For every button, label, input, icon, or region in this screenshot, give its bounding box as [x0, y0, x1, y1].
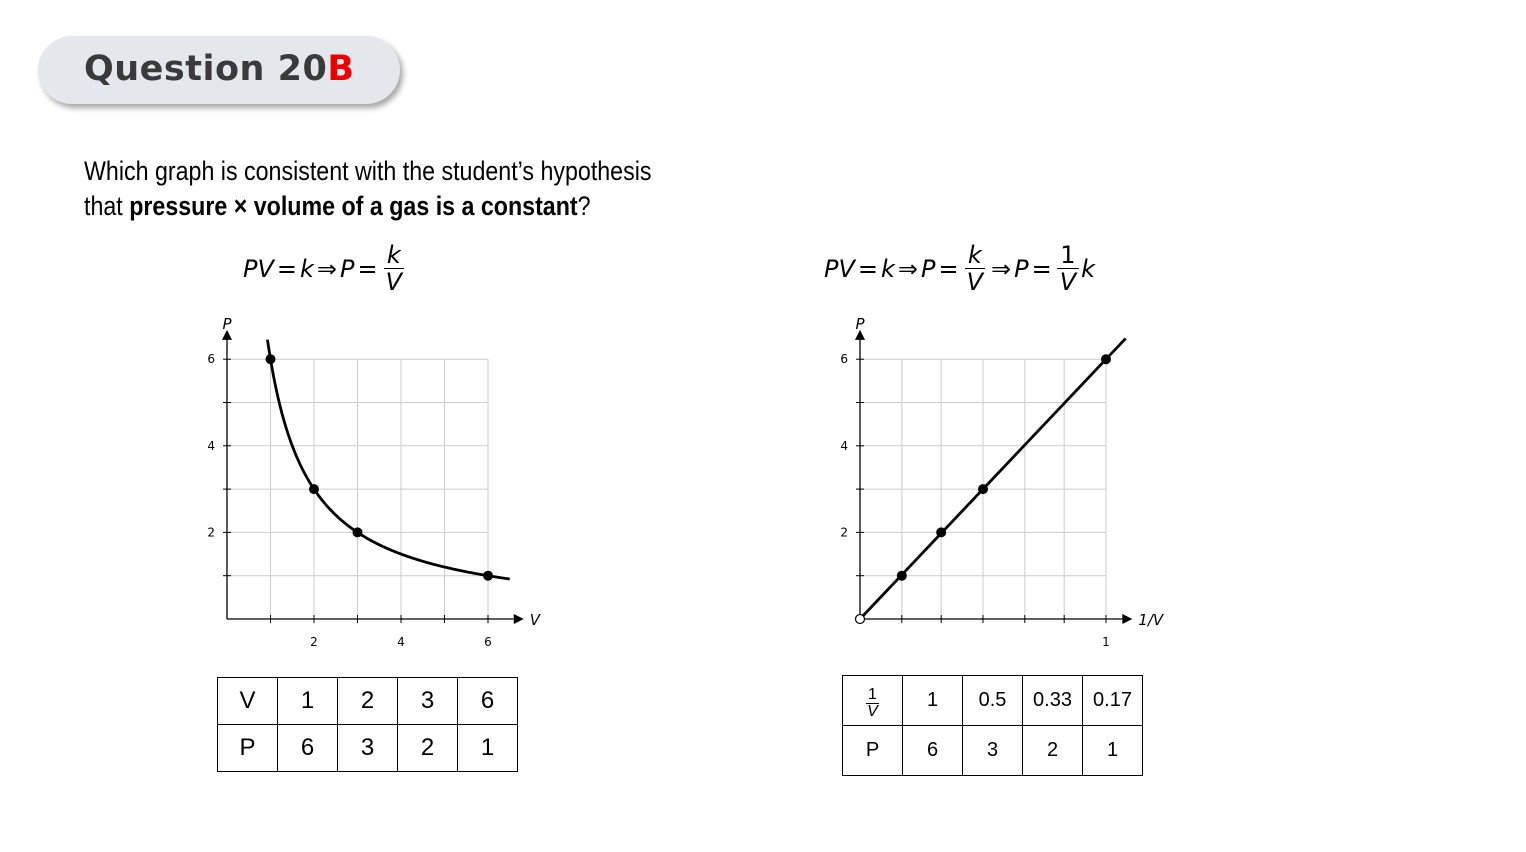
- y-tick-label: 2: [840, 525, 848, 540]
- question-letter: B: [327, 49, 355, 89]
- eq-right-implies-icon: ⇒: [897, 254, 919, 283]
- table-cell: 3: [338, 725, 398, 772]
- eq-left-equals-2: =: [357, 254, 378, 283]
- y-tick-label: 6: [207, 352, 215, 367]
- eq-left-fraction: [383, 242, 405, 295]
- question-emphasis: pressure × volume of a gas is a constant: [129, 191, 578, 221]
- data-point: [309, 484, 319, 494]
- table-cell: 2: [398, 725, 458, 772]
- table-cell: 2: [338, 678, 398, 725]
- table-left: [217, 677, 518, 772]
- x-axis-arrow-icon: [514, 614, 524, 624]
- eq-left-p: P: [340, 254, 355, 283]
- inverse-v-fraction: [866, 687, 879, 720]
- eq-right-equals-2: =: [938, 254, 959, 283]
- table-cell: 1: [903, 676, 963, 726]
- x-tick-label: 1: [1102, 635, 1110, 649]
- y-tick-label: 4: [207, 438, 215, 453]
- table-cell: 1: [1083, 726, 1143, 776]
- eq-right-p-2: P: [1014, 254, 1029, 283]
- table-row: [843, 726, 1143, 776]
- data-point: [978, 484, 988, 494]
- data-point: [936, 527, 946, 537]
- y-axis-label: P: [855, 315, 865, 333]
- question-line-2-start: that: [84, 191, 130, 221]
- equation-right: [824, 242, 1095, 295]
- table-cell: 1: [458, 725, 518, 772]
- table-cell: 6: [903, 726, 963, 776]
- x-tick-label: 4: [397, 635, 405, 649]
- table-right: [842, 675, 1143, 776]
- table-cell: 2: [1023, 726, 1083, 776]
- x-tick-label: 6: [484, 635, 492, 649]
- table-cell: 3: [963, 726, 1023, 776]
- frac-num: 1: [868, 685, 877, 703]
- eq-left-frac-num: k: [384, 242, 404, 269]
- table-row: [218, 725, 518, 772]
- data-point: [353, 527, 363, 537]
- equation-left: [243, 242, 407, 295]
- x-axis-label: 1/V: [1138, 611, 1164, 629]
- eq-right-k: k: [881, 254, 895, 283]
- table-cell: V: [218, 678, 278, 725]
- eq-right-equals: =: [857, 254, 878, 283]
- data-point: [1101, 354, 1111, 364]
- eq-right-tail-k: k: [1081, 254, 1096, 283]
- chart-pressure-vs-inverse-volume: [828, 312, 1178, 657]
- frac-den: V: [867, 702, 878, 720]
- y-tick-label: 2: [207, 525, 215, 540]
- question-line-1: Which graph is consistent with the student’s hypothesis: [84, 156, 652, 186]
- question-badge: [38, 36, 400, 104]
- eq-right-implies-icon-2: ⇒: [991, 254, 1012, 283]
- origin-open-point: [856, 615, 865, 624]
- x-axis-arrow-icon: [1122, 614, 1132, 624]
- question-line-2-end: ?: [577, 191, 591, 221]
- eq-left-implies-icon: ⇒: [316, 254, 338, 283]
- series-line: [267, 340, 509, 579]
- table-row: [843, 676, 1143, 726]
- table-cell: 0.17: [1083, 676, 1143, 726]
- chart-pressure-vs-volume: [195, 312, 545, 657]
- data-point: [483, 571, 493, 581]
- question-number: Question 20B: [84, 49, 355, 89]
- table-cell: 3: [398, 678, 458, 725]
- eq-right-fraction-1: [964, 242, 986, 295]
- y-axis-label: P: [222, 315, 232, 333]
- table-cell: 0.5: [963, 676, 1023, 726]
- data-point: [266, 354, 276, 364]
- eq-right-frac2-den: V: [1059, 268, 1077, 296]
- table-cell: 6: [278, 725, 338, 772]
- table-row: [218, 678, 518, 725]
- eq-right-fraction-2: [1057, 242, 1079, 295]
- y-tick-label: 4: [840, 438, 848, 453]
- table-cell: 6: [458, 678, 518, 725]
- eq-right-frac2-num: 1: [1057, 242, 1078, 269]
- y-tick-label: 6: [840, 352, 848, 367]
- table-cell: 0.33: [1023, 676, 1083, 726]
- x-tick-label: 2: [310, 635, 318, 649]
- data-point: [897, 571, 907, 581]
- eq-right-frac1-den: V: [966, 268, 984, 296]
- x-axis-label: V: [529, 611, 541, 629]
- eq-right-frac1-num: k: [965, 242, 985, 269]
- question-text: [84, 154, 651, 224]
- eq-left-lhs: PV: [243, 254, 274, 283]
- table-cell: 1: [278, 678, 338, 725]
- question-line-2: [84, 189, 651, 224]
- eq-right-equals-3: =: [1031, 254, 1052, 283]
- eq-right-p: P: [921, 254, 936, 283]
- eq-right-lhs: PV: [824, 254, 855, 283]
- eq-left-equals: =: [276, 254, 297, 283]
- table-cell: P: [218, 725, 278, 772]
- table-cell: P: [843, 726, 903, 776]
- eq-left-k: k: [300, 254, 314, 283]
- table-header-fraction: [843, 676, 903, 726]
- eq-left-frac-den: V: [385, 268, 403, 296]
